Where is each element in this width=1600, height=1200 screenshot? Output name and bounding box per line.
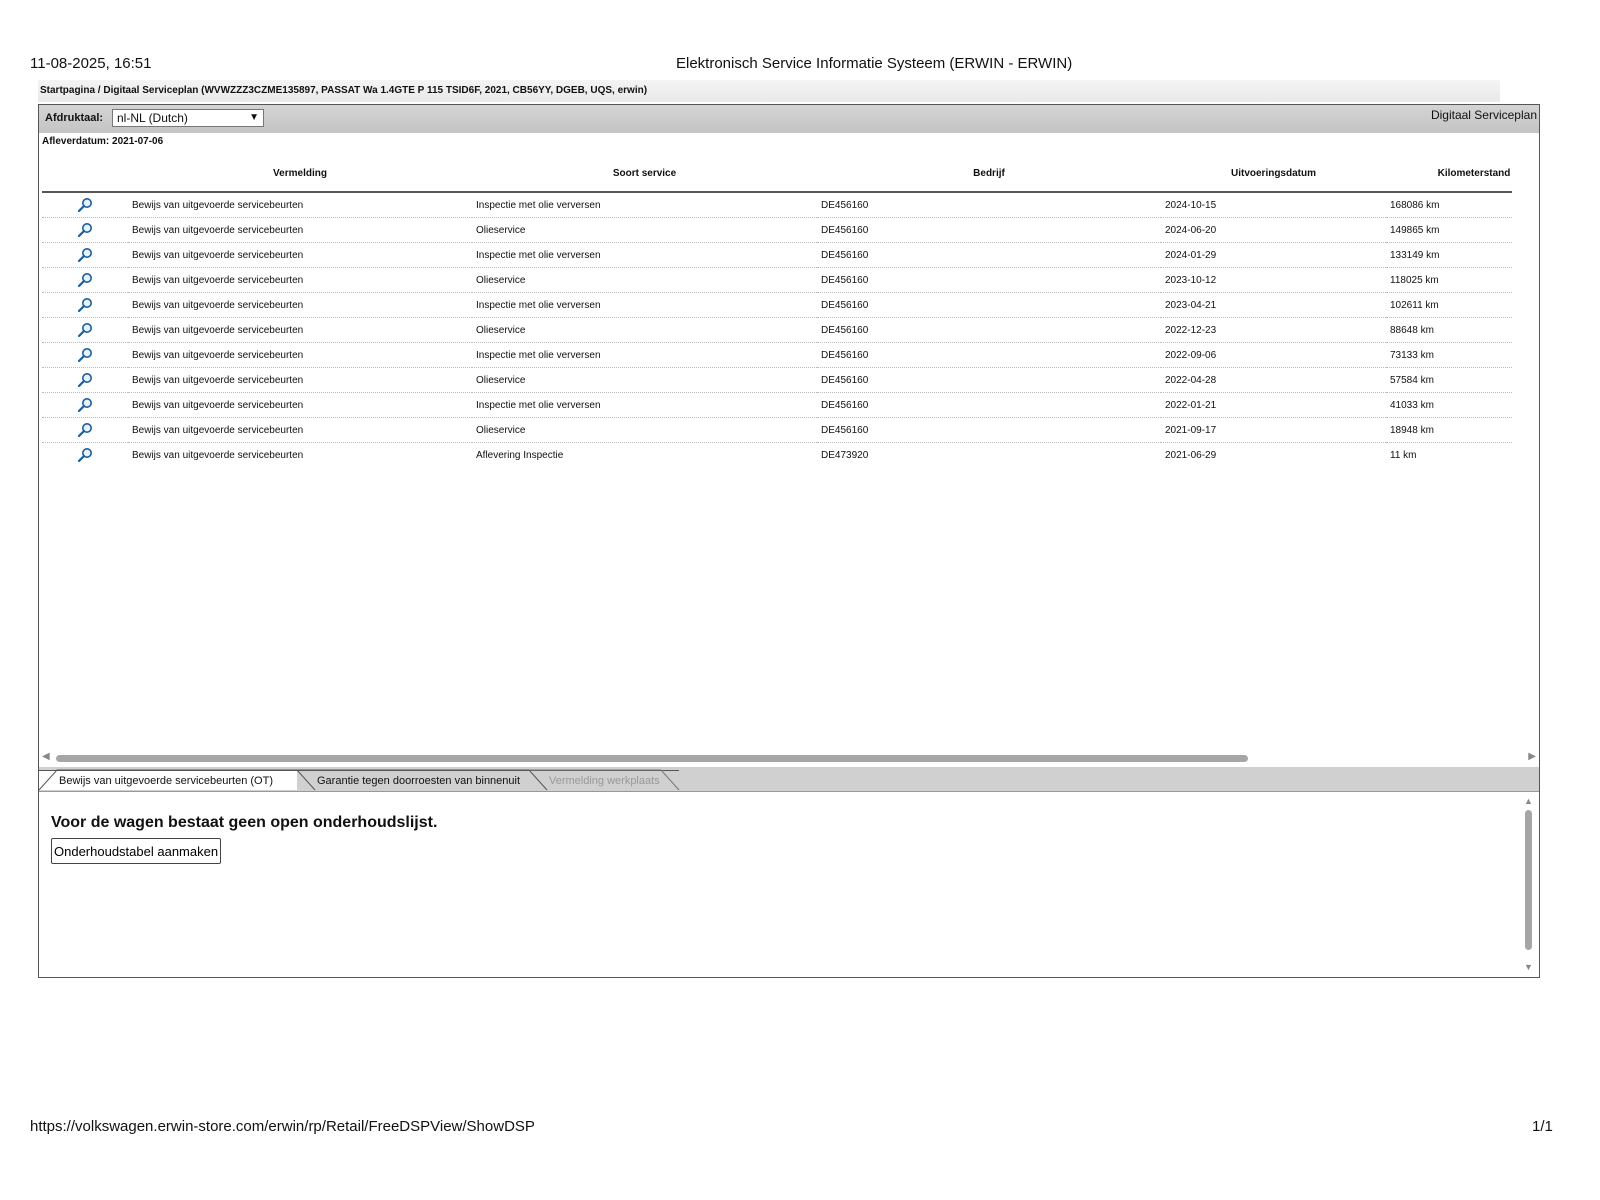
row-detail-cell: [42, 268, 128, 293]
company-cell: DE456160: [817, 293, 1161, 318]
mileage-cell: 73133 km: [1386, 343, 1512, 368]
horizontal-scrollbar[interactable]: [39, 753, 1539, 765]
row-detail-cell: [42, 368, 128, 393]
row-detail-cell: [42, 318, 128, 343]
service-type-cell: Inspectie met olie verversen: [472, 393, 817, 418]
service-type-cell: Inspectie met olie verversen: [472, 343, 817, 368]
date-cell: 2024-01-29: [1161, 243, 1386, 268]
breadcrumb: Startpagina / Digitaal Serviceplan (WVWZZZ3CZME135897, PASSAT Wa 1.4GTE P 115 TSID6F, 2021, CB56YY, DGEB, UQS, erwin): [38, 80, 1500, 102]
company-cell: DE456160: [817, 393, 1161, 418]
entry-cell: Bewijs van uitgevoerde servicebeurten: [128, 293, 472, 318]
language-select[interactable]: [112, 109, 264, 127]
vertical-scrollbar[interactable]: [1523, 796, 1535, 972]
service-type-cell: Olieservice: [472, 418, 817, 443]
mileage-cell: 118025 km: [1386, 268, 1512, 293]
date-cell: 2023-04-21: [1161, 293, 1386, 318]
mileage-cell: 57584 km: [1386, 368, 1512, 393]
table-row[interactable]: [42, 368, 1512, 393]
table-row[interactable]: [42, 343, 1512, 368]
service-type-cell: Inspectie met olie verversen: [472, 192, 817, 218]
table-row[interactable]: [42, 243, 1512, 268]
column-header-date[interactable]: Uitvoeringsdatum: [1161, 155, 1386, 192]
service-plan-frame: [38, 104, 1540, 978]
column-header-mileage[interactable]: Kilometerstand: [1386, 155, 1512, 192]
no-maintenance-message: Voor de wagen bestaat geen open onderhoudslijst.: [51, 814, 438, 831]
date-cell: 2022-04-28: [1161, 368, 1386, 393]
mileage-cell: 102611 km: [1386, 293, 1512, 318]
print-page-number: 1/1: [1532, 1118, 1553, 1135]
tab-label: Vermelding werkplaats: [549, 775, 660, 787]
mileage-cell: 168086 km: [1386, 192, 1512, 218]
service-type-cell: Olieservice: [472, 218, 817, 243]
entry-cell: Bewijs van uitgevoerde servicebeurten: [128, 318, 472, 343]
service-table: [42, 155, 1512, 467]
magnifier-icon[interactable]: [77, 222, 93, 238]
row-detail-cell: [42, 293, 128, 318]
magnifier-icon[interactable]: [77, 322, 93, 338]
entry-cell: Bewijs van uitgevoerde servicebeurten: [128, 243, 472, 268]
delivery-date: Afleverdatum: 2021-07-06: [42, 136, 164, 147]
table-row[interactable]: [42, 192, 1512, 218]
toolbar: [39, 105, 1539, 133]
service-type-cell: Inspectie met olie verversen: [472, 293, 817, 318]
page-title: Digitaal Serviceplan: [1430, 108, 1537, 122]
table-row[interactable]: [42, 268, 1512, 293]
row-detail-cell: [42, 192, 128, 218]
tab-workshop-entry[interactable]: [529, 770, 679, 790]
service-type-cell: Olieservice: [472, 318, 817, 343]
company-cell: DE456160: [817, 192, 1161, 218]
date-cell: 2023-10-12: [1161, 268, 1386, 293]
entry-cell: Bewijs van uitgevoerde servicebeurten: [128, 192, 472, 218]
table-row[interactable]: [42, 218, 1512, 243]
row-detail-cell: [42, 243, 128, 268]
row-detail-cell: [42, 393, 128, 418]
vertical-scroll-thumb[interactable]: [1525, 810, 1532, 950]
company-cell: DE456160: [817, 343, 1161, 368]
table-row[interactable]: [42, 318, 1512, 343]
horizontal-scroll-thumb[interactable]: [56, 755, 1248, 762]
tab-bar: [39, 767, 1539, 792]
company-cell: DE456160: [817, 318, 1161, 343]
date-cell: 2021-09-17: [1161, 418, 1386, 443]
table-header-row: [42, 155, 1512, 192]
entry-cell: Bewijs van uitgevoerde servicebeurten: [128, 393, 472, 418]
tab-label: Bewijs van uitgevoerde servicebeurten (OT): [59, 775, 273, 787]
date-cell: 2024-06-20: [1161, 218, 1386, 243]
row-detail-cell: [42, 443, 128, 468]
magnifier-icon[interactable]: [77, 297, 93, 313]
date-cell: 2024-10-15: [1161, 192, 1386, 218]
company-cell: DE456160: [817, 368, 1161, 393]
tab-service-proof[interactable]: [39, 770, 297, 790]
company-cell: DE473920: [817, 443, 1161, 468]
magnifier-icon[interactable]: [77, 372, 93, 388]
scroll-left-icon[interactable]: ◀: [42, 751, 50, 762]
row-detail-cell: [42, 418, 128, 443]
mileage-cell: 18948 km: [1386, 418, 1512, 443]
column-header-company[interactable]: Bedrijf: [817, 155, 1161, 192]
entry-cell: Bewijs van uitgevoerde servicebeurten: [128, 418, 472, 443]
column-header-service-type[interactable]: Soort service: [472, 155, 817, 192]
magnifier-icon[interactable]: [77, 197, 93, 213]
table-row[interactable]: [42, 418, 1512, 443]
service-type-cell: Inspectie met olie verversen: [472, 243, 817, 268]
entry-cell: Bewijs van uitgevoerde servicebeurten: [128, 368, 472, 393]
company-cell: DE456160: [817, 268, 1161, 293]
mileage-cell: 41033 km: [1386, 393, 1512, 418]
company-cell: DE456160: [817, 243, 1161, 268]
table-row[interactable]: [42, 393, 1512, 418]
row-detail-cell: [42, 218, 128, 243]
magnifier-icon[interactable]: [77, 397, 93, 413]
table-row[interactable]: [42, 293, 1512, 318]
mileage-cell: 11 km: [1386, 443, 1512, 468]
mileage-cell: 88648 km: [1386, 318, 1512, 343]
entry-cell: Bewijs van uitgevoerde servicebeurten: [128, 443, 472, 468]
date-cell: 2022-01-21: [1161, 393, 1386, 418]
language-label: Afdruktaal:: [45, 112, 104, 124]
magnifier-icon[interactable]: [77, 422, 93, 438]
magnifier-icon[interactable]: [77, 447, 93, 463]
table-row[interactable]: [42, 443, 1512, 468]
column-header-icon: [42, 155, 128, 192]
entry-cell: Bewijs van uitgevoerde servicebeurten: [128, 218, 472, 243]
service-type-cell: Aflevering Inspectie: [472, 443, 817, 468]
service-type-cell: Olieservice: [472, 368, 817, 393]
entry-cell: Bewijs van uitgevoerde servicebeurten: [128, 268, 472, 293]
create-maintenance-table-button[interactable]: Onderhoudstabel aanmaken: [51, 838, 221, 864]
print-timestamp: 11-08-2025, 16:51: [30, 55, 152, 72]
mileage-cell: 149865 km: [1386, 218, 1512, 243]
column-header-entry[interactable]: Vermelding: [128, 155, 472, 192]
scroll-right-icon[interactable]: ▶: [1528, 751, 1536, 762]
print-url: https://volkswagen.erwin-store.com/erwin/rp/Retail/FreeDSPView/ShowDSP: [30, 1118, 535, 1135]
window-title: Elektronisch Service Informatie Systeem (ERWIN - ERWIN): [676, 55, 1073, 72]
magnifier-icon[interactable]: [77, 247, 93, 263]
tab-rust-warranty[interactable]: [297, 770, 529, 790]
service-table-viewport: [42, 155, 1512, 467]
service-type-cell: Olieservice: [472, 268, 817, 293]
tab-panel: [39, 792, 1539, 978]
date-cell: 2022-12-23: [1161, 318, 1386, 343]
scroll-up-icon[interactable]: ▲: [1524, 796, 1533, 806]
language-select-value: nl-NL (Dutch): [117, 111, 188, 125]
chevron-down-icon: ▼: [249, 112, 259, 123]
company-cell: DE456160: [817, 418, 1161, 443]
entry-cell: Bewijs van uitgevoerde servicebeurten: [128, 343, 472, 368]
mileage-cell: 133149 km: [1386, 243, 1512, 268]
magnifier-icon[interactable]: [77, 347, 93, 363]
magnifier-icon[interactable]: [77, 272, 93, 288]
row-detail-cell: [42, 343, 128, 368]
scroll-down-icon[interactable]: ▼: [1524, 962, 1533, 972]
tab-label: Garantie tegen doorroesten van binnenuit: [317, 775, 521, 787]
date-cell: 2021-06-29: [1161, 443, 1386, 468]
date-cell: 2022-09-06: [1161, 343, 1386, 368]
company-cell: DE456160: [817, 218, 1161, 243]
